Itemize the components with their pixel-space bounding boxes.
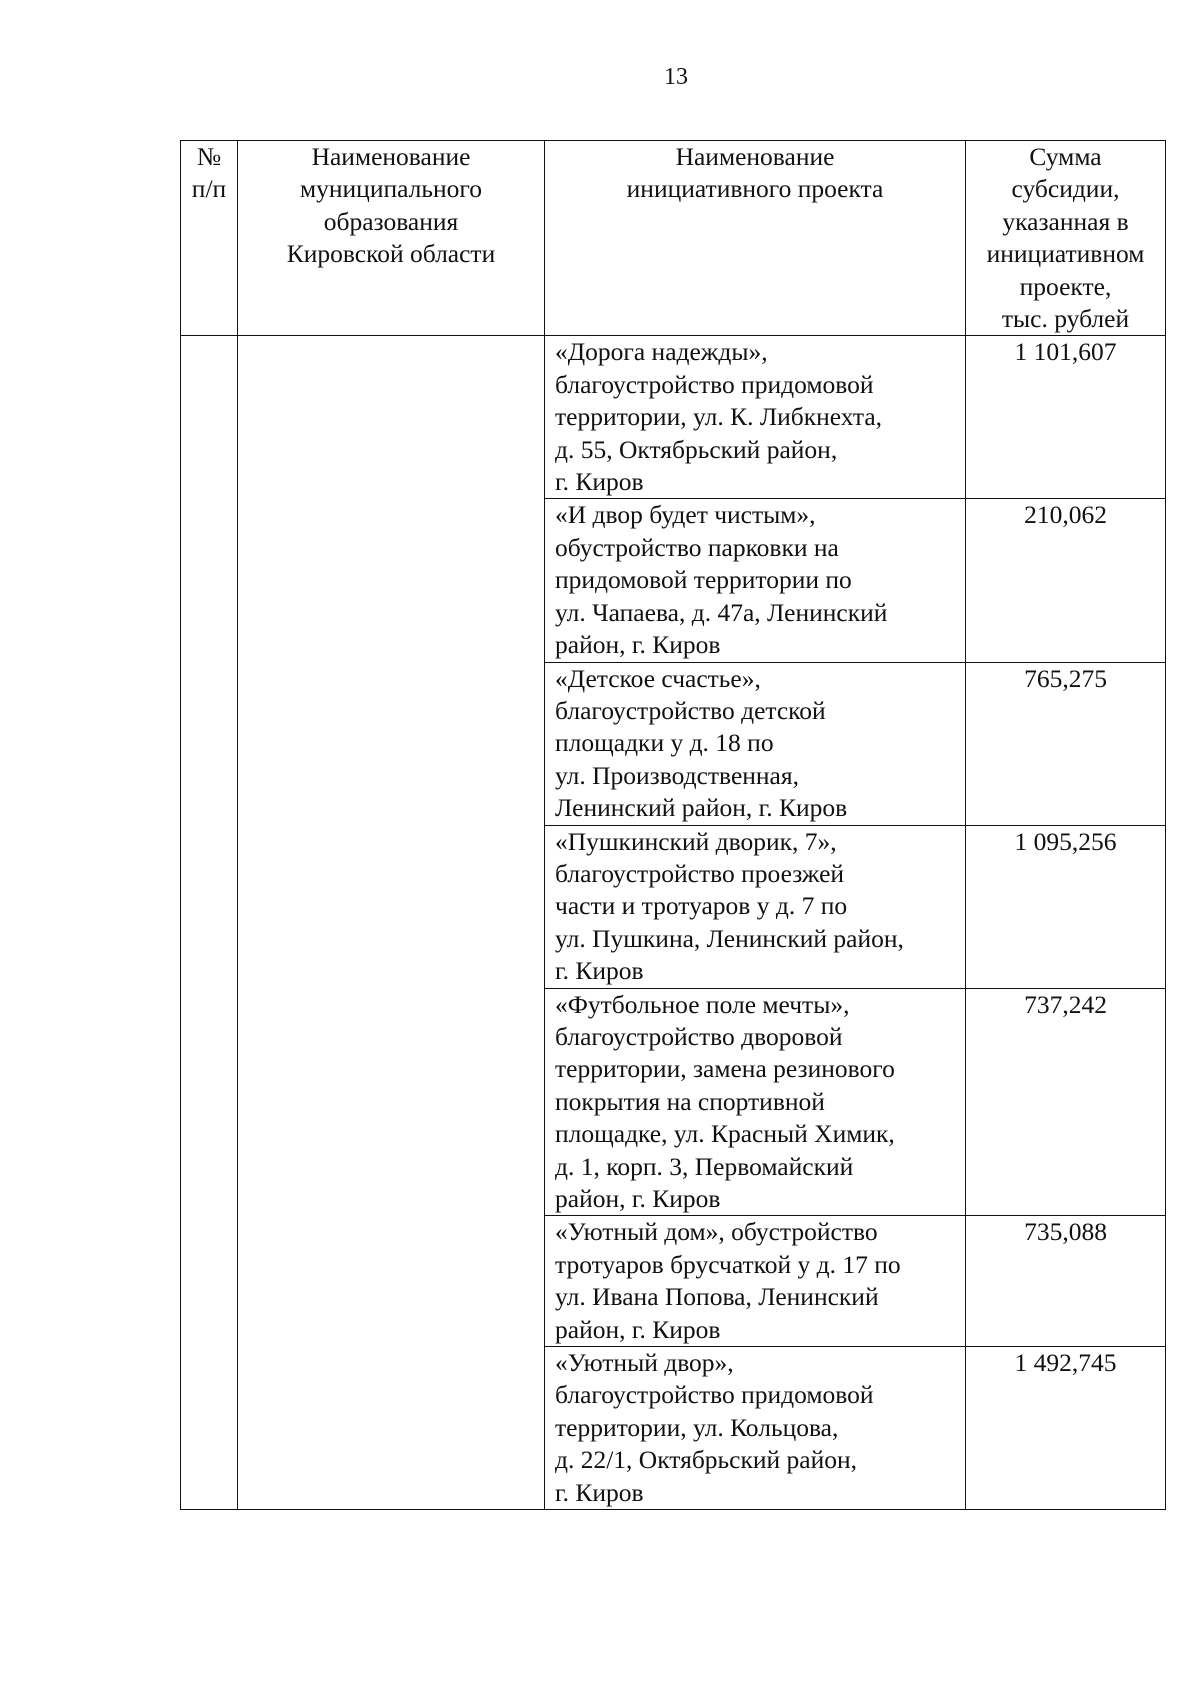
header-municipality-line: Наименование [311, 142, 471, 171]
header-municipality-line: Кировской области [286, 239, 496, 269]
header-number-line: п/п [191, 174, 227, 204]
project-line: территории, ул. Кольцова, [555, 1412, 839, 1442]
header-amount-line: тыс. рублей [1001, 304, 1130, 334]
project-line: г. Киров [555, 956, 644, 986]
project-cell [545, 336, 966, 499]
table-row [181, 336, 1166, 499]
project-line: д. 22/1, Октябрьский район, [555, 1445, 858, 1475]
project-line: «Уютный дом», обустройство [555, 1217, 878, 1247]
subsidy-table [180, 140, 1166, 1510]
project-line: обустройство парковки на [555, 532, 839, 562]
project-cell [545, 825, 966, 988]
project-line: д. 1, корп. 3, Первомайский [555, 1151, 854, 1181]
project-line: придомовой территории по [555, 565, 852, 595]
page-number: 13 [664, 64, 688, 90]
project-line: площадке, ул. Красный Химик, [555, 1119, 895, 1149]
project-line: «Футбольное поле мечты», [555, 989, 850, 1019]
header-project-line: Наименование [675, 142, 835, 171]
municipality-cell [238, 336, 545, 1510]
project-line: благоустройство дворовой [555, 1021, 843, 1051]
project-line: ул. Пушкина, Ленинский район, [555, 923, 904, 953]
project-cell [545, 1347, 966, 1510]
project-line: д. 55, Октябрьский район, [555, 434, 838, 464]
header-number-line: № [196, 142, 222, 171]
header-project [545, 141, 966, 336]
header-amount-line: указанная в [1002, 206, 1129, 236]
project-line: покрытия на спортивной [555, 1086, 825, 1116]
project-line: тротуаров брусчаткой у д. 17 по [555, 1249, 901, 1279]
project-line: благоустройство проезжей [555, 858, 845, 888]
project-line: район, г. Киров [555, 1314, 721, 1344]
project-line: благоустройство детской [555, 695, 826, 725]
amount-cell: 735,088 [966, 1216, 1166, 1347]
project-line: г. Киров [555, 1477, 644, 1507]
project-line: «И двор будет чистым», [555, 500, 816, 530]
table-header-row [181, 141, 1166, 336]
project-cell [545, 499, 966, 662]
amount-cell: 1 101,607 [966, 336, 1166, 499]
header-amount-line: Сумма [1029, 142, 1102, 171]
header-municipality-line: муниципального [300, 174, 482, 204]
project-line: «Детское счастье», [555, 663, 761, 693]
amount-cell: 765,275 [966, 662, 1166, 825]
project-line: «Пушкинский дворик, 7», [555, 826, 837, 856]
project-line: район, г. Киров [555, 1184, 721, 1213]
header-municipality-line: образования [323, 206, 459, 236]
number-cell [181, 336, 238, 1510]
amount-cell: 210,062 [966, 499, 1166, 662]
header-amount-line: проекте, [1019, 271, 1112, 301]
project-line: ул. Чапаева, д. 47а, Ленинский [555, 597, 888, 627]
header-project-line: инициативного проекта [626, 174, 884, 204]
project-cell [545, 988, 966, 1216]
project-cell [545, 1216, 966, 1347]
header-amount-line: субсидии, [1011, 174, 1120, 204]
header-number [181, 141, 238, 336]
project-line: части и тротуаров у д. 7 по [555, 891, 848, 921]
project-line: район, г. Киров [555, 630, 721, 660]
amount-cell: 737,242 [966, 988, 1166, 1216]
project-line: благоустройство придомовой [555, 1380, 874, 1410]
project-line: территории, ул. К. Либкнехта, [555, 402, 883, 432]
header-municipality [238, 141, 545, 336]
project-line: благоустройство придомовой [555, 369, 874, 399]
project-cell [545, 662, 966, 825]
project-line: территории, замена резинового [555, 1054, 895, 1084]
project-line: г. Киров [555, 467, 644, 497]
project-line: ул. Ивана Попова, Ленинский [555, 1282, 879, 1312]
amount-cell: 1 492,745 [966, 1347, 1166, 1510]
project-line: Ленинский район, г. Киров [555, 793, 848, 823]
amount-cell: 1 095,256 [966, 825, 1166, 988]
header-amount-line: инициативном [986, 239, 1145, 269]
project-line: «Дорога надежды», [555, 337, 768, 367]
project-line: «Уютный двор», [555, 1348, 734, 1378]
project-line: ул. Производственная, [555, 760, 799, 790]
project-line: площадки у д. 18 по [555, 728, 774, 758]
header-amount [966, 141, 1166, 336]
